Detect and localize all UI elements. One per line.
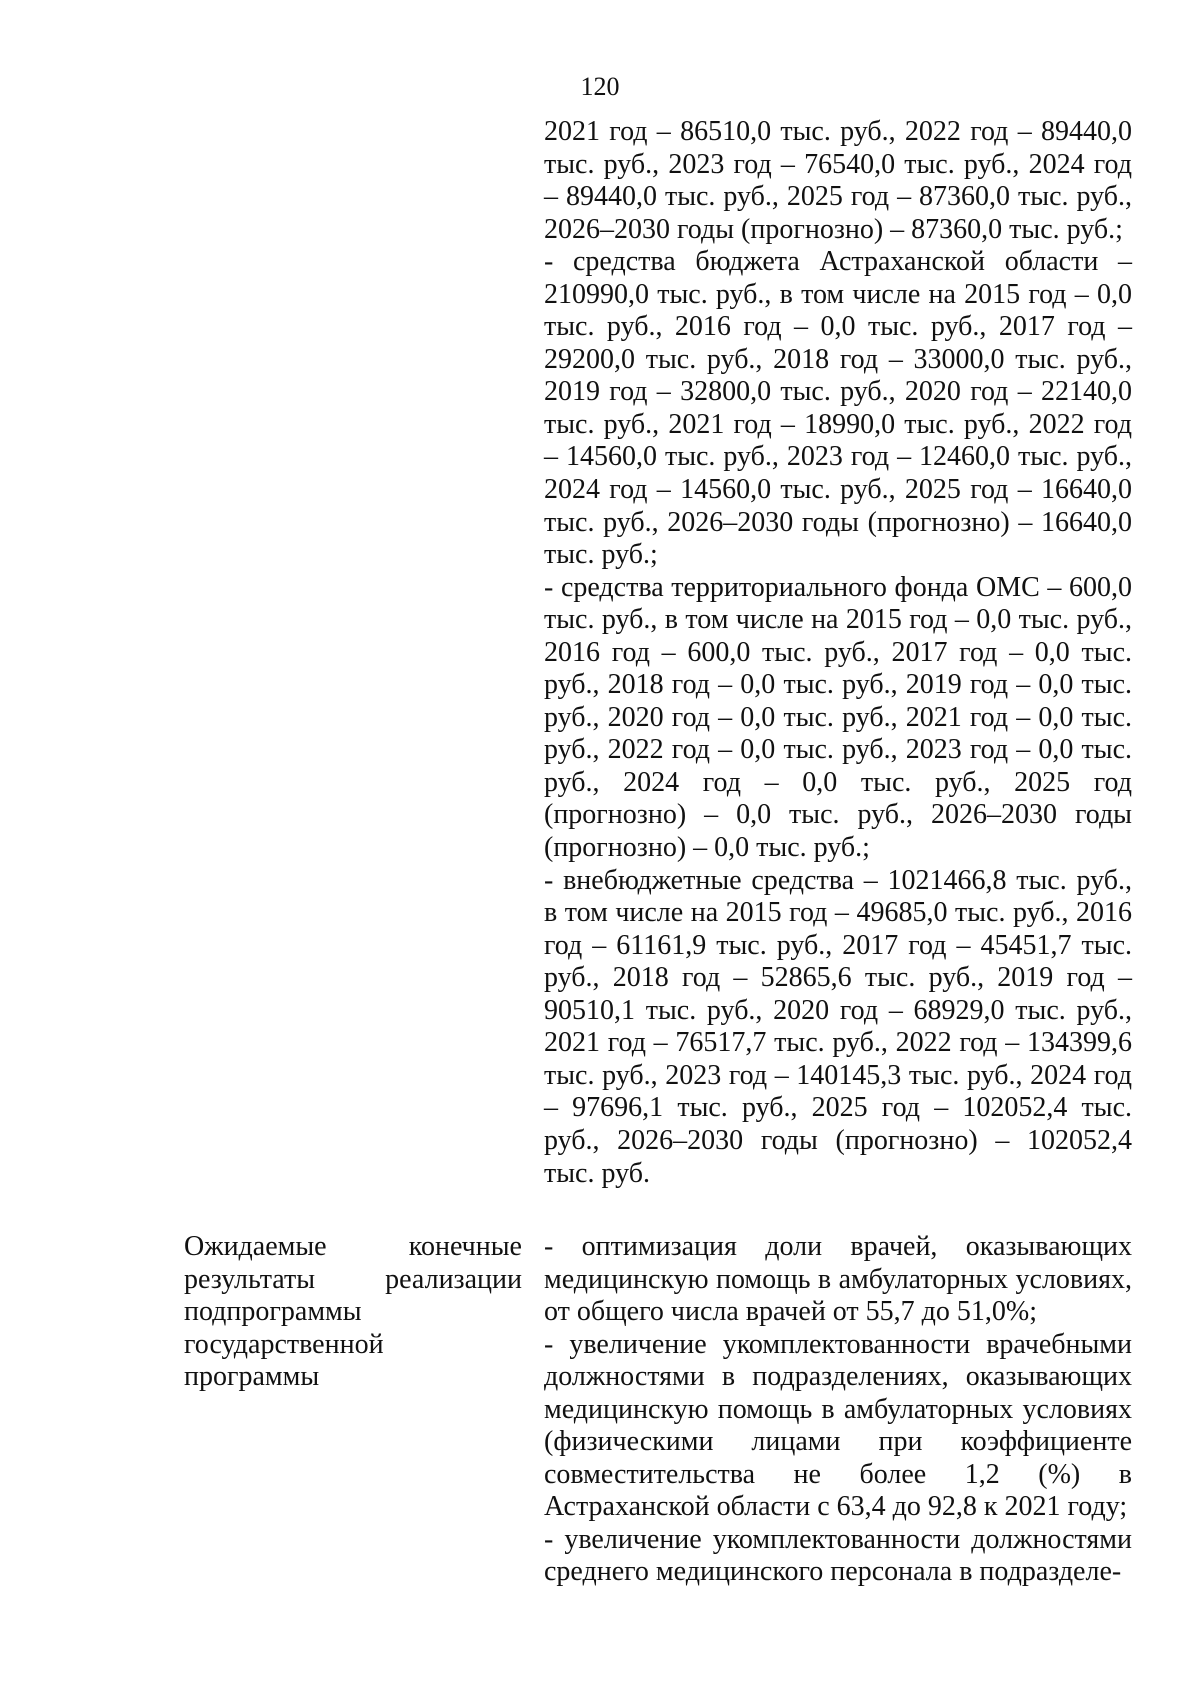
extrabudgetary-funding: - внебюджетные средства – 1021466,8 тыс. руб., в том числе на 2015 год – 49685,0 тыс. руб., 2016 год – 61161,9 тыс. руб., 2017 год – 45451,7 тыс. руб., 2018 год – 52865,6 тыс. руб., 2019 год – 90510,1 тыс. руб., 2020 год – 68929,0 тыс. руб., 2021 год – 76517,7 тыс. руб., 2022 год – 134399,6 тыс. руб., 2023 год – 140145,3 тыс. руб., 2024 год – 97696,1 тыс. руб., 2025 год – 102052,4 тыс. руб., 2026–2030 годы (прогнозно) – 102052,4 тыс. руб.	[544, 864, 1132, 1189]
page-number: 120	[580, 72, 620, 101]
expected-results-label: Ожидаемые конечные результаты реализации подпрограммы государственной программы	[184, 1231, 522, 1392]
result-item: - увеличение укомплектованности врачебными должностями в подразделениях, оказывающих медицинскую помощь в амбулаторных условиях (физическими лицами при коэффициенте совместительства не более 1,2 (%) в Астраханской области с 63,4 до 92,8 к 2021 году;	[544, 1328, 1132, 1522]
financing-column	[544, 116, 1132, 1224]
oms-fund-funding: - средства территориального фонда ОМС – 600,0 тыс. руб., в том числе на 2015 год – 0,0 тыс. руб., 2016 год – 600,0 тыс. руб., 2017 год – 0,0 тыс. руб., 2018 год – 0,0 тыс. руб., 2019 год – 0,0 тыс. руб., 2020 год – 0,0 тыс. руб., 2021 год – 0,0 тыс. руб., 2022 год – 0,0 тыс. руб., 2023 год – 0,0 тыс. руб., 2024 год – 0,0 тыс. руб., 2025 год (прогнозно) – 0,0 тыс. руб., 2026–2030 годы (прогнозно) – 0,0 тыс. руб.;	[544, 571, 1132, 864]
expected-results-list	[544, 1231, 1132, 1589]
result-item: - оптимизация доли врачей, оказывающих медицинскую помощь в амбулаторных условиях, от общего числа врачей от 55,7 до 51,0%;	[544, 1231, 1132, 1327]
federal-funding-continuation: 2021 год – 86510,0 тыс. руб., 2022 год – 89440,0 тыс. руб., 2023 год – 76540,0 тыс. руб., 2024 год – 89440,0 тыс. руб., 2025 год – 87360,0 тыс. руб., 2026–2030 годы (прогнозно) – 87360,0 тыс. руб.;	[544, 116, 1132, 245]
regional-budget-funding: - средства бюджета Астраханской области – 210990,0 тыс. руб., в том числе на 2015 год – 0,0 тыс. руб., 2016 год – 0,0 тыс. руб., 2017 год – 29200,0 тыс. руб., 2018 год – 33000,0 тыс. руб., 2019 год – 32800,0 тыс. руб., 2020 год – 22140,0 тыс. руб., 2021 год – 18990,0 тыс. руб., 2022 год – 14560,0 тыс. руб., 2023 год – 12460,0 тыс. руб., 2024 год – 14560,0 тыс. руб., 2025 год – 16640,0 тыс. руб., 2026–2030 годы (прогнозно) – 16640,0 тыс. руб.;	[544, 246, 1132, 571]
result-item: - увеличение укомплектованности должностями среднего медицинского персонала в подразделе-	[544, 1523, 1132, 1587]
